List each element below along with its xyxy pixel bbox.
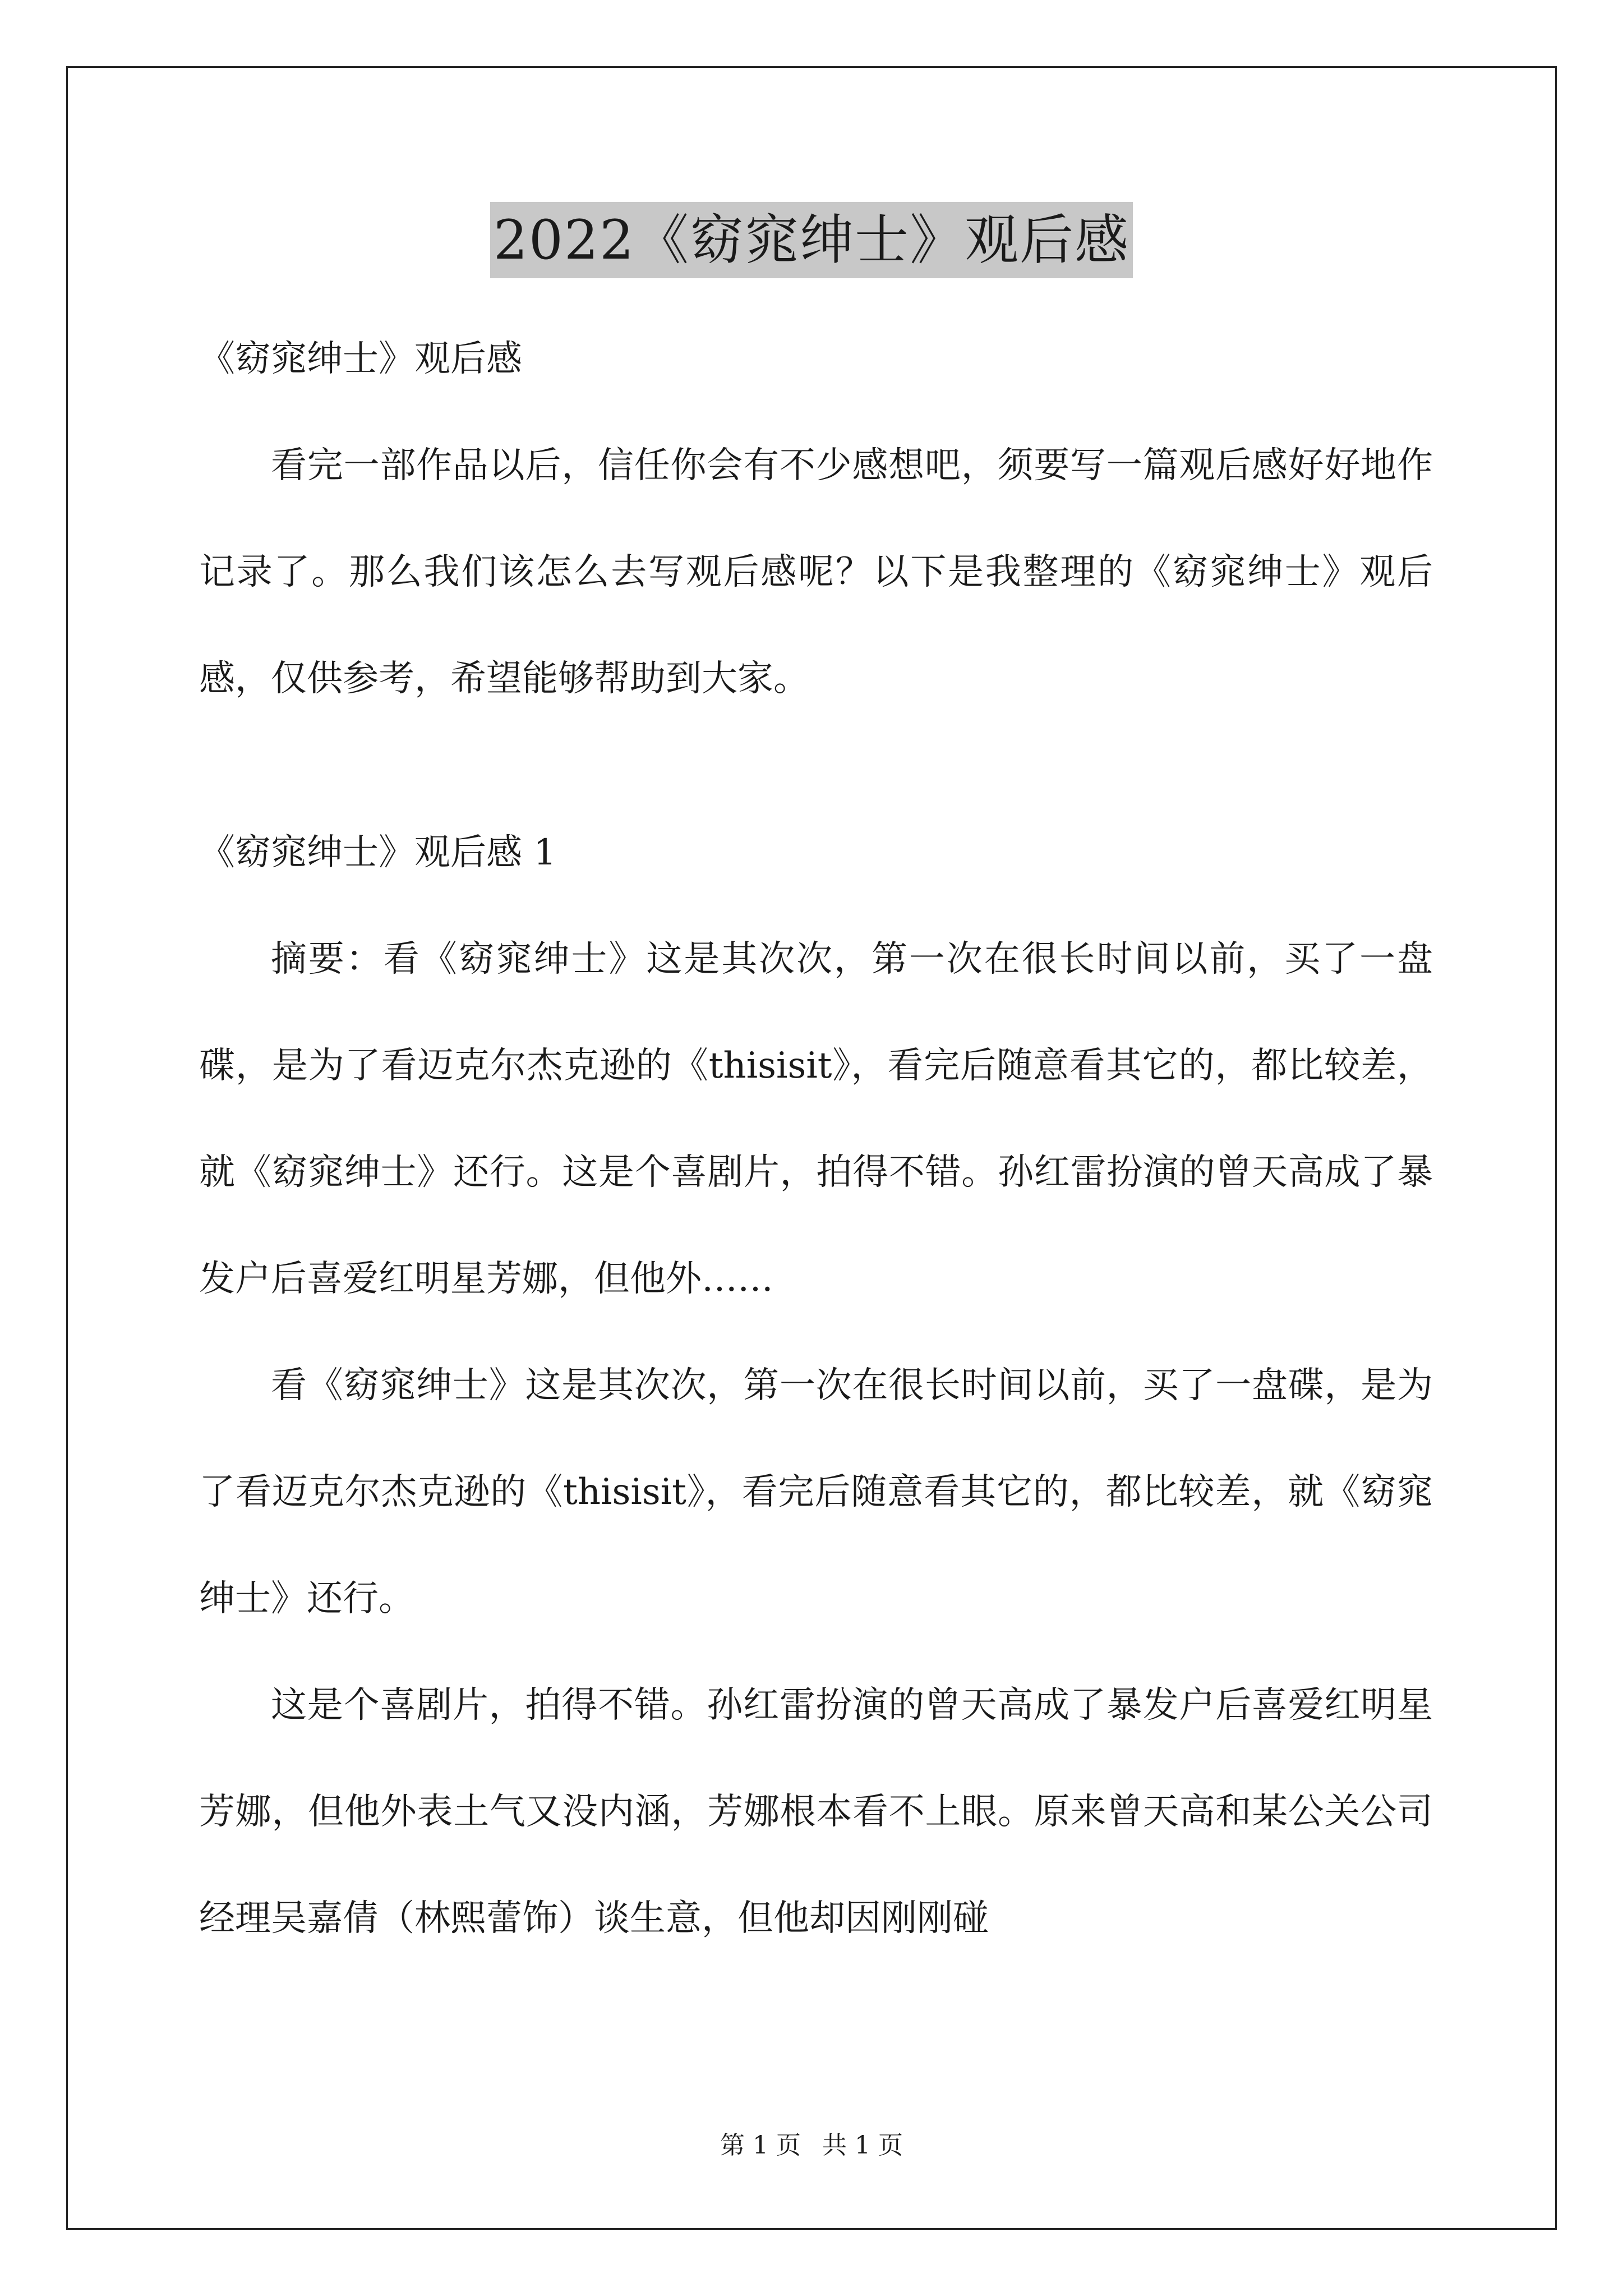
page-footer [0,2129,1623,2162]
page-number: 第 1 页 [720,2131,801,2160]
body-paragraph-2: 这是个喜剧片，拍得不错。孙红雷扮演的曾天高成了暴发户后喜爱红明星芳娜，但他外表土气又没内涵，芳娜根本看不上眼。原来曾天高和某公关公司经理吴嘉倩（林熙蕾饰）谈生意，但他却因刚刚碰 [199,1685,1433,1939]
intro-paragraph: 看完一部作品以后，信任你会有不少感想吧，须要写一篇观后感好好地作记录了。那么我们该怎么去写观后感呢？以下是我整理的《窈窕绅士》观后感，仅供参考，希望能够帮助到大家。 [199,445,1433,700]
section-spacer [199,732,1433,799]
intro-heading: 《窈窕绅士》观后感 [199,338,522,380]
summary-paragraph: 摘要：看《窈窕绅士》这是其次次，第一次在很长时间以前，买了一盘碟，是为了看迈克尔杰克逊的《thisisit》，看完后随意看其它的，都比较差，就《窈窕绅士》还行。这是个喜剧片，拍得不错。孙红雷扮演的曾天高成了暴发户后喜爱红明星芳娜，但他外…… [199,938,1433,1300]
title-container [0,202,1623,278]
body-paragraph-1: 看《窈窕绅士》这是其次次，第一次在很长时间以前，买了一盘碟，是为了看迈克尔杰克逊的《thisisit》，看完后随意看其它的，都比较差，就《窈窕绅士》还行。 [199,1365,1433,1619]
section1-heading: 《窈窕绅士》观后感 1 [199,832,557,873]
document-body [199,306,1433,1972]
page-total: 共 1 页 [822,2131,903,2160]
document-title: 2022《窈窕绅士》观后感 [490,202,1133,278]
